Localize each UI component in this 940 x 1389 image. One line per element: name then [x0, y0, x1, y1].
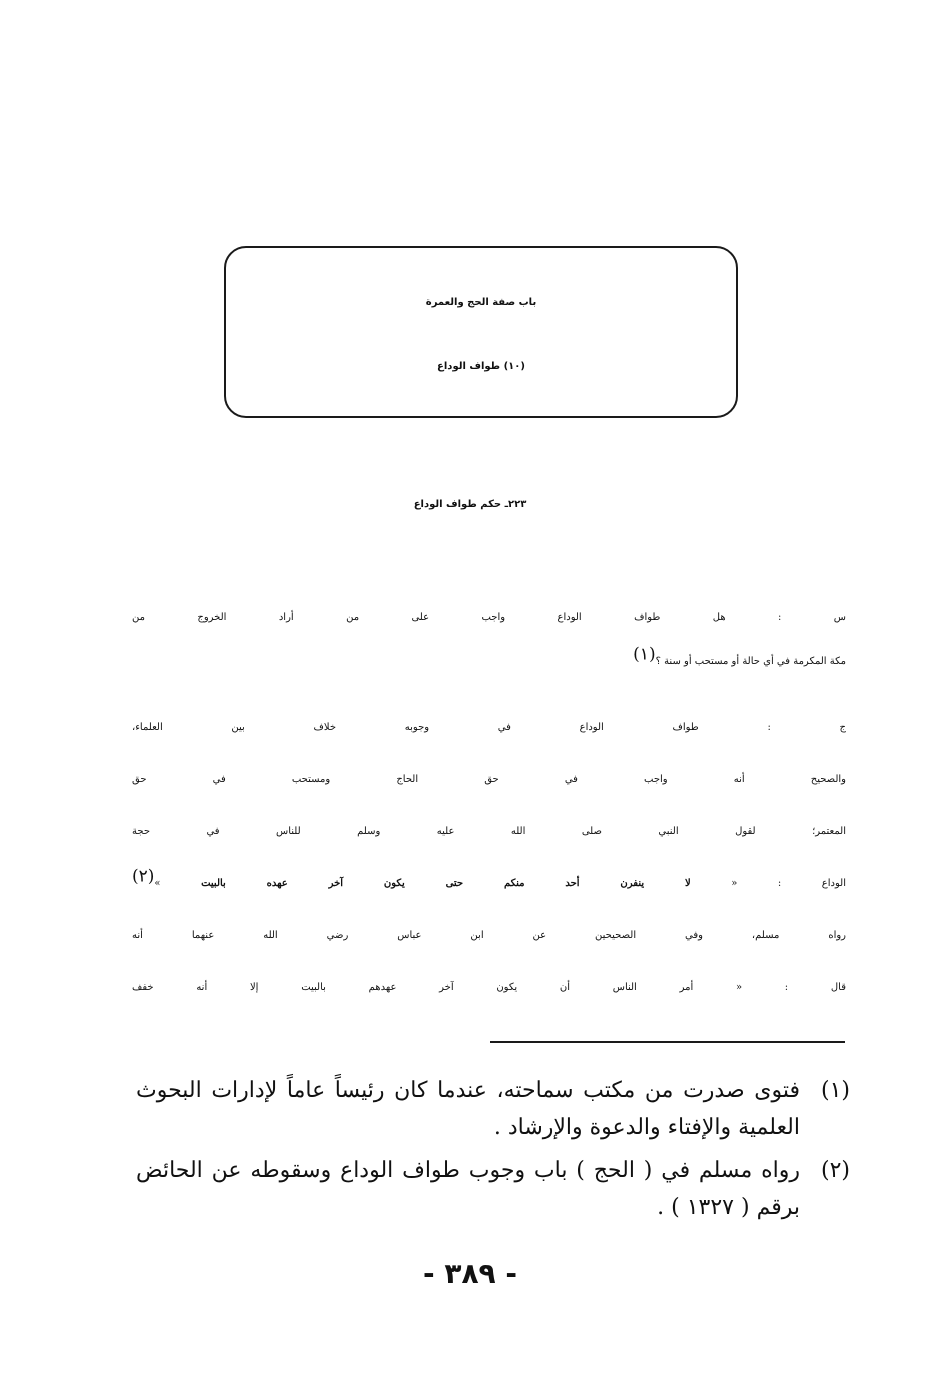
chapter-subtitle: (١٠) طواف الوداع [437, 361, 525, 372]
section-heading: ٢٢٣ـ حكم طواف الوداع [413, 499, 527, 510]
answer-line: والصحيح أنه واجب في حق الحاج ومستحب في حق [132, 774, 846, 785]
quote-close: » [154, 878, 202, 889]
footnote-divider [490, 1041, 845, 1043]
footnote-item [136, 1152, 850, 1226]
question-line [132, 640, 846, 684]
footnote-number: (١) [820, 1078, 850, 1103]
chapter-title-box [224, 246, 738, 418]
hadith-text: لا ينفرن أحد منكم حتى يكون آخر عهده بالبيت [201, 878, 691, 889]
footnote-text: فتوى صدرت من مكتب سماحته، عندما كان رئيساً عاماً لإدارات البحوث العلمية والإفتاء والدعوة والإرشاد . [136, 1078, 800, 1140]
question-line-text: مكة المكرمة في أي حالة أو مستحب أو سنة ؟ [655, 656, 846, 667]
footnote-item [136, 1072, 850, 1146]
footnotes [136, 1072, 850, 1232]
answer-line: رواه مسلم، وفي الصحيحين عن ابن عباس رضي الله عنهما أنه [132, 930, 846, 941]
question-line: س : هل طواف الوداع واجب على من أراد الخروج من [132, 612, 846, 623]
answer-line: قال : « أمر الناس أن يكون آخر عهدهم بالبيت إلا أنه خفف [132, 982, 846, 993]
answer-paragraph [132, 702, 846, 1014]
answer-line [132, 858, 846, 910]
footnote-text: رواه مسلم في ( الحج ) باب وجوب طواف الوداع وسقوطه عن الحائض برقم ( ١٣٢٧ ) . [136, 1158, 800, 1220]
question-paragraph [132, 596, 846, 684]
answer-line: ج : طواف الوداع في وجوبه خلاف بين العلماء، [132, 722, 846, 733]
quote-open: الوداع : « [690, 878, 846, 889]
footnote-ref-2[interactable]: (٢) [132, 866, 155, 887]
chapter-title: باب صفة الحج والعمرة [425, 297, 537, 308]
footnote-ref-1[interactable]: (١) [633, 644, 656, 665]
page-number: - ٣٨٩ - [422, 1257, 518, 1290]
footnote-number: (٢) [820, 1158, 850, 1183]
answer-line: المعتمر؛ لقول النبي صلى الله عليه وسلم للناس في حجة [132, 826, 846, 837]
